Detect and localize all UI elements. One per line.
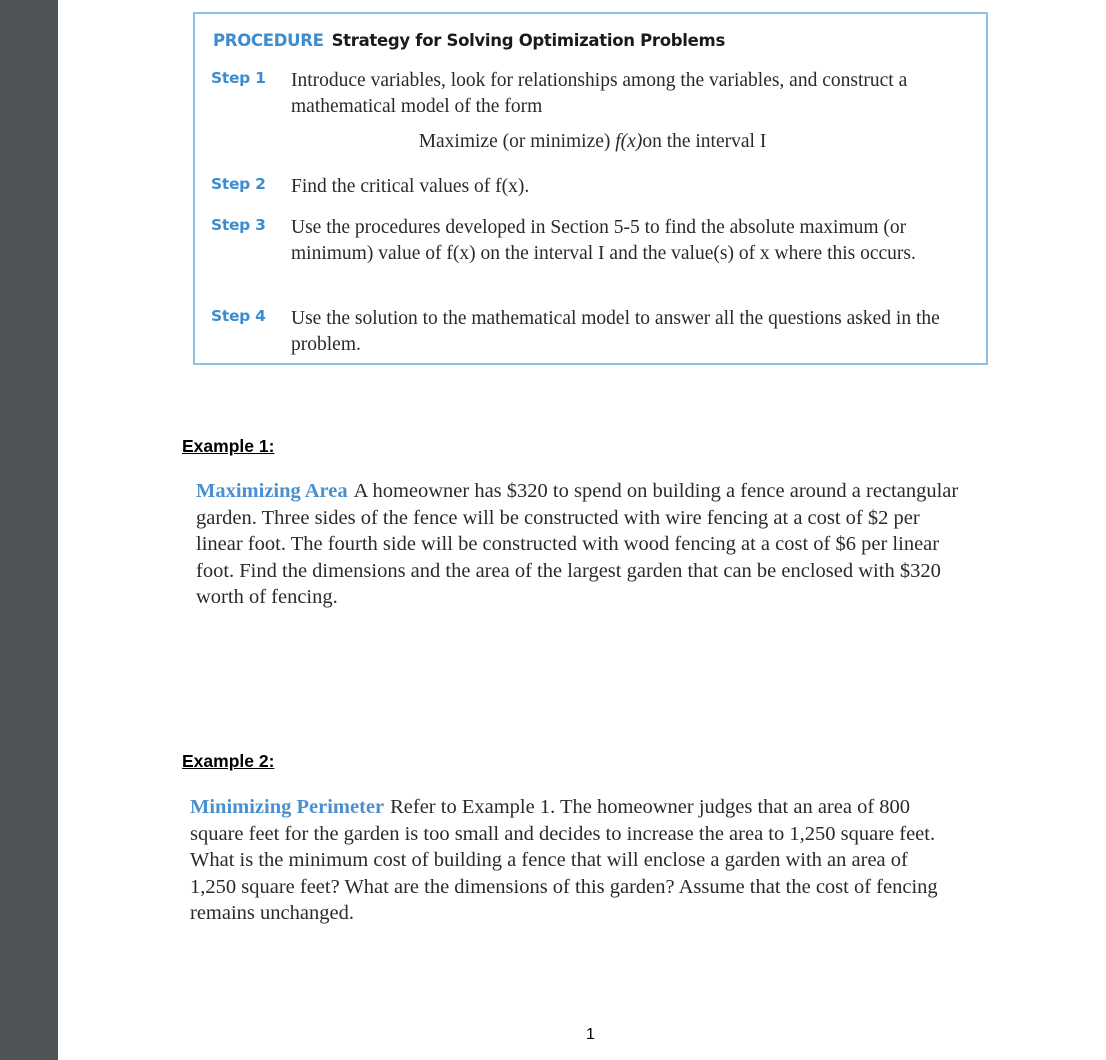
example-1-heading: Example 1:	[182, 436, 275, 456]
page-number: 1	[586, 1026, 595, 1043]
step-text: Find the critical values of f(x).	[291, 176, 530, 197]
example-2-title: Minimizing Perimeter	[190, 796, 385, 818]
example-2-heading: Example 2:	[182, 751, 275, 771]
example-1-title: Maximizing Area	[196, 480, 348, 502]
formula-function: f(x)	[615, 131, 643, 152]
step-text: Introduce variables, look for relationships among the variables, and construct a mathematical model of the form	[291, 70, 908, 117]
step-label: Step 4	[211, 307, 266, 325]
procedure-title: Strategy for Solving Optimization Problems	[331, 31, 725, 50]
procedure-heading	[213, 31, 725, 50]
step-label: Step 2	[211, 175, 266, 193]
formula-suffix: on the interval I	[642, 131, 767, 152]
model-formula	[195, 131, 990, 153]
document-page	[58, 0, 1106, 1060]
example-1-text: A homeowner has $320 to spend on building a fence around a rectangular garden. Three sides of the fence will be constructed with wire fencing at a cost of $2 per linear foot. The fourth side will be constructed with wood fencing at a cost of $6 per linear foot. Find the dimensions and the area of the largest garden that can be enclosed with $320 worth of fencing.	[196, 480, 959, 608]
example-2-body	[190, 794, 954, 927]
formula-prefix: Maximize (or minimize)	[418, 131, 616, 152]
example-1-body	[196, 478, 960, 611]
procedure-label: PROCEDURE	[213, 31, 324, 50]
step-label: Step 1	[211, 69, 266, 87]
step-text: Use the procedures developed in Section 5-5 to find the absolute maximum (or minimum) value of f(x) on the interval I and the value(s) of x where this occurs.	[291, 217, 916, 264]
viewer-gutter	[0, 0, 58, 1060]
step-label: Step 3	[211, 216, 266, 234]
procedure-box	[193, 12, 988, 365]
step-text: Use the solution to the mathematical model to answer all the questions asked in the problem.	[291, 308, 940, 355]
example-2-text: Refer to Example 1. The homeowner judges that an area of 800 square feet for the garden is too small and decides to increase the area to 1,250 square feet. What is the minimum cost of building a fence that will enclose a garden with an area of 1,250 square feet? What are the dimensions of this garden? Assume that the cost of fencing remains unchanged.	[190, 796, 938, 924]
